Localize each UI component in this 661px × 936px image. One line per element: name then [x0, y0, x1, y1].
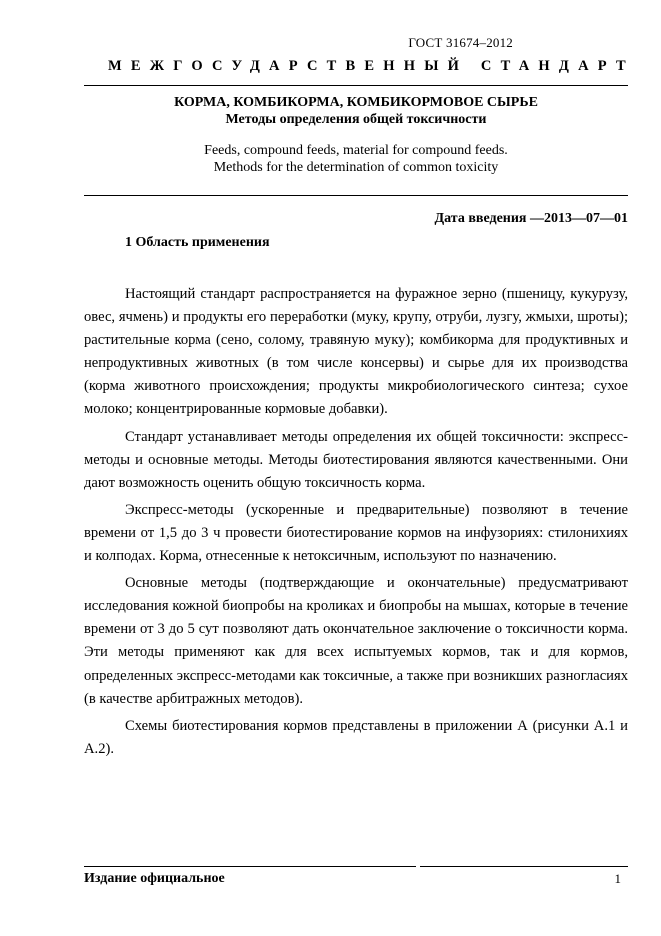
introduction-date: Дата введения —2013—07—01	[434, 211, 628, 226]
english-title-line-2: Methods for the determination of common toxicity	[213, 160, 499, 175]
document-subtitle: Методы определения общей токсичности	[225, 112, 487, 127]
top-divider	[84, 85, 628, 86]
title-block	[84, 94, 628, 176]
title-divider	[84, 195, 628, 196]
paragraph-main-methods: Основные методы (подтверждающие и окончательные) предусматривают исследования кожной биопробы на кроликах и биопробы на мышах, которые в течение времени от 3 до 5 сут позволяют дать окончательное заключение о токсичности корма. Эти методы применяют как для всех испытуемых кормов, так и для кормов, определенных экспресс-методами как токсичные, а также при возникших разногласиях (в качестве арбитражных методов).	[84, 575, 628, 707]
english-title-line-1: Feeds, compound feeds, material for compound feeds.	[204, 143, 508, 158]
english-title	[84, 142, 628, 176]
footer-divider-right	[420, 866, 628, 867]
paragraph-schemes: Схемы биотестирования кормов представлены в приложении А (рисунки А.1 и А.2).	[84, 717, 628, 757]
section-body	[84, 283, 628, 765]
footer-divider	[84, 866, 416, 867]
document-title: КОРМА, КОМБИКОРМА, КОМБИКОРМОВОЕ СЫРЬЕ	[174, 95, 538, 110]
paragraph-express-methods: Экспресс-методы (ускоренные и предварительные) позволяют в течение времени от 1,5 до 3 ч провести биотестирование кормов на инфузориях: стилонихиях и колподах. Корма, отнесенные к нетоксичным, используют по назначению.	[84, 501, 628, 565]
section-heading: 1 Область применения	[125, 235, 270, 250]
official-edition-label: Издание официальное	[84, 871, 225, 886]
paragraph-methods: Стандарт устанавливает методы определения их общей токсичности: экспресс-методы и основные методы. Методы биотестирования являются качественными. Они дают возможность оценить общую токсичность корма.	[84, 428, 628, 491]
paragraph-scope: Настоящий стандарт распространяется на фуражное зерно (пшеницу, кукурузу, овес, ячмень) и продукты его переработки (муку, крупу, отруби, лузгу, жмыхи, шроты); растительные корма (сено, солому, травяную муку); комбикорма для продуктивных и непродуктивных животных (в том числе консервы) и сырье для их производства (корма животного происхождения; продукты микробиологического синтеза; сухое молоко; концентрированные кормовые добавки).	[84, 286, 628, 418]
page-number: 1	[614, 871, 621, 886]
document-code: ГОСТ 31674–2012	[408, 35, 513, 50]
standard-type-heading: МЕЖГОСУДАРСТВЕННЫЙ СТАНДАРТ	[108, 58, 635, 74]
